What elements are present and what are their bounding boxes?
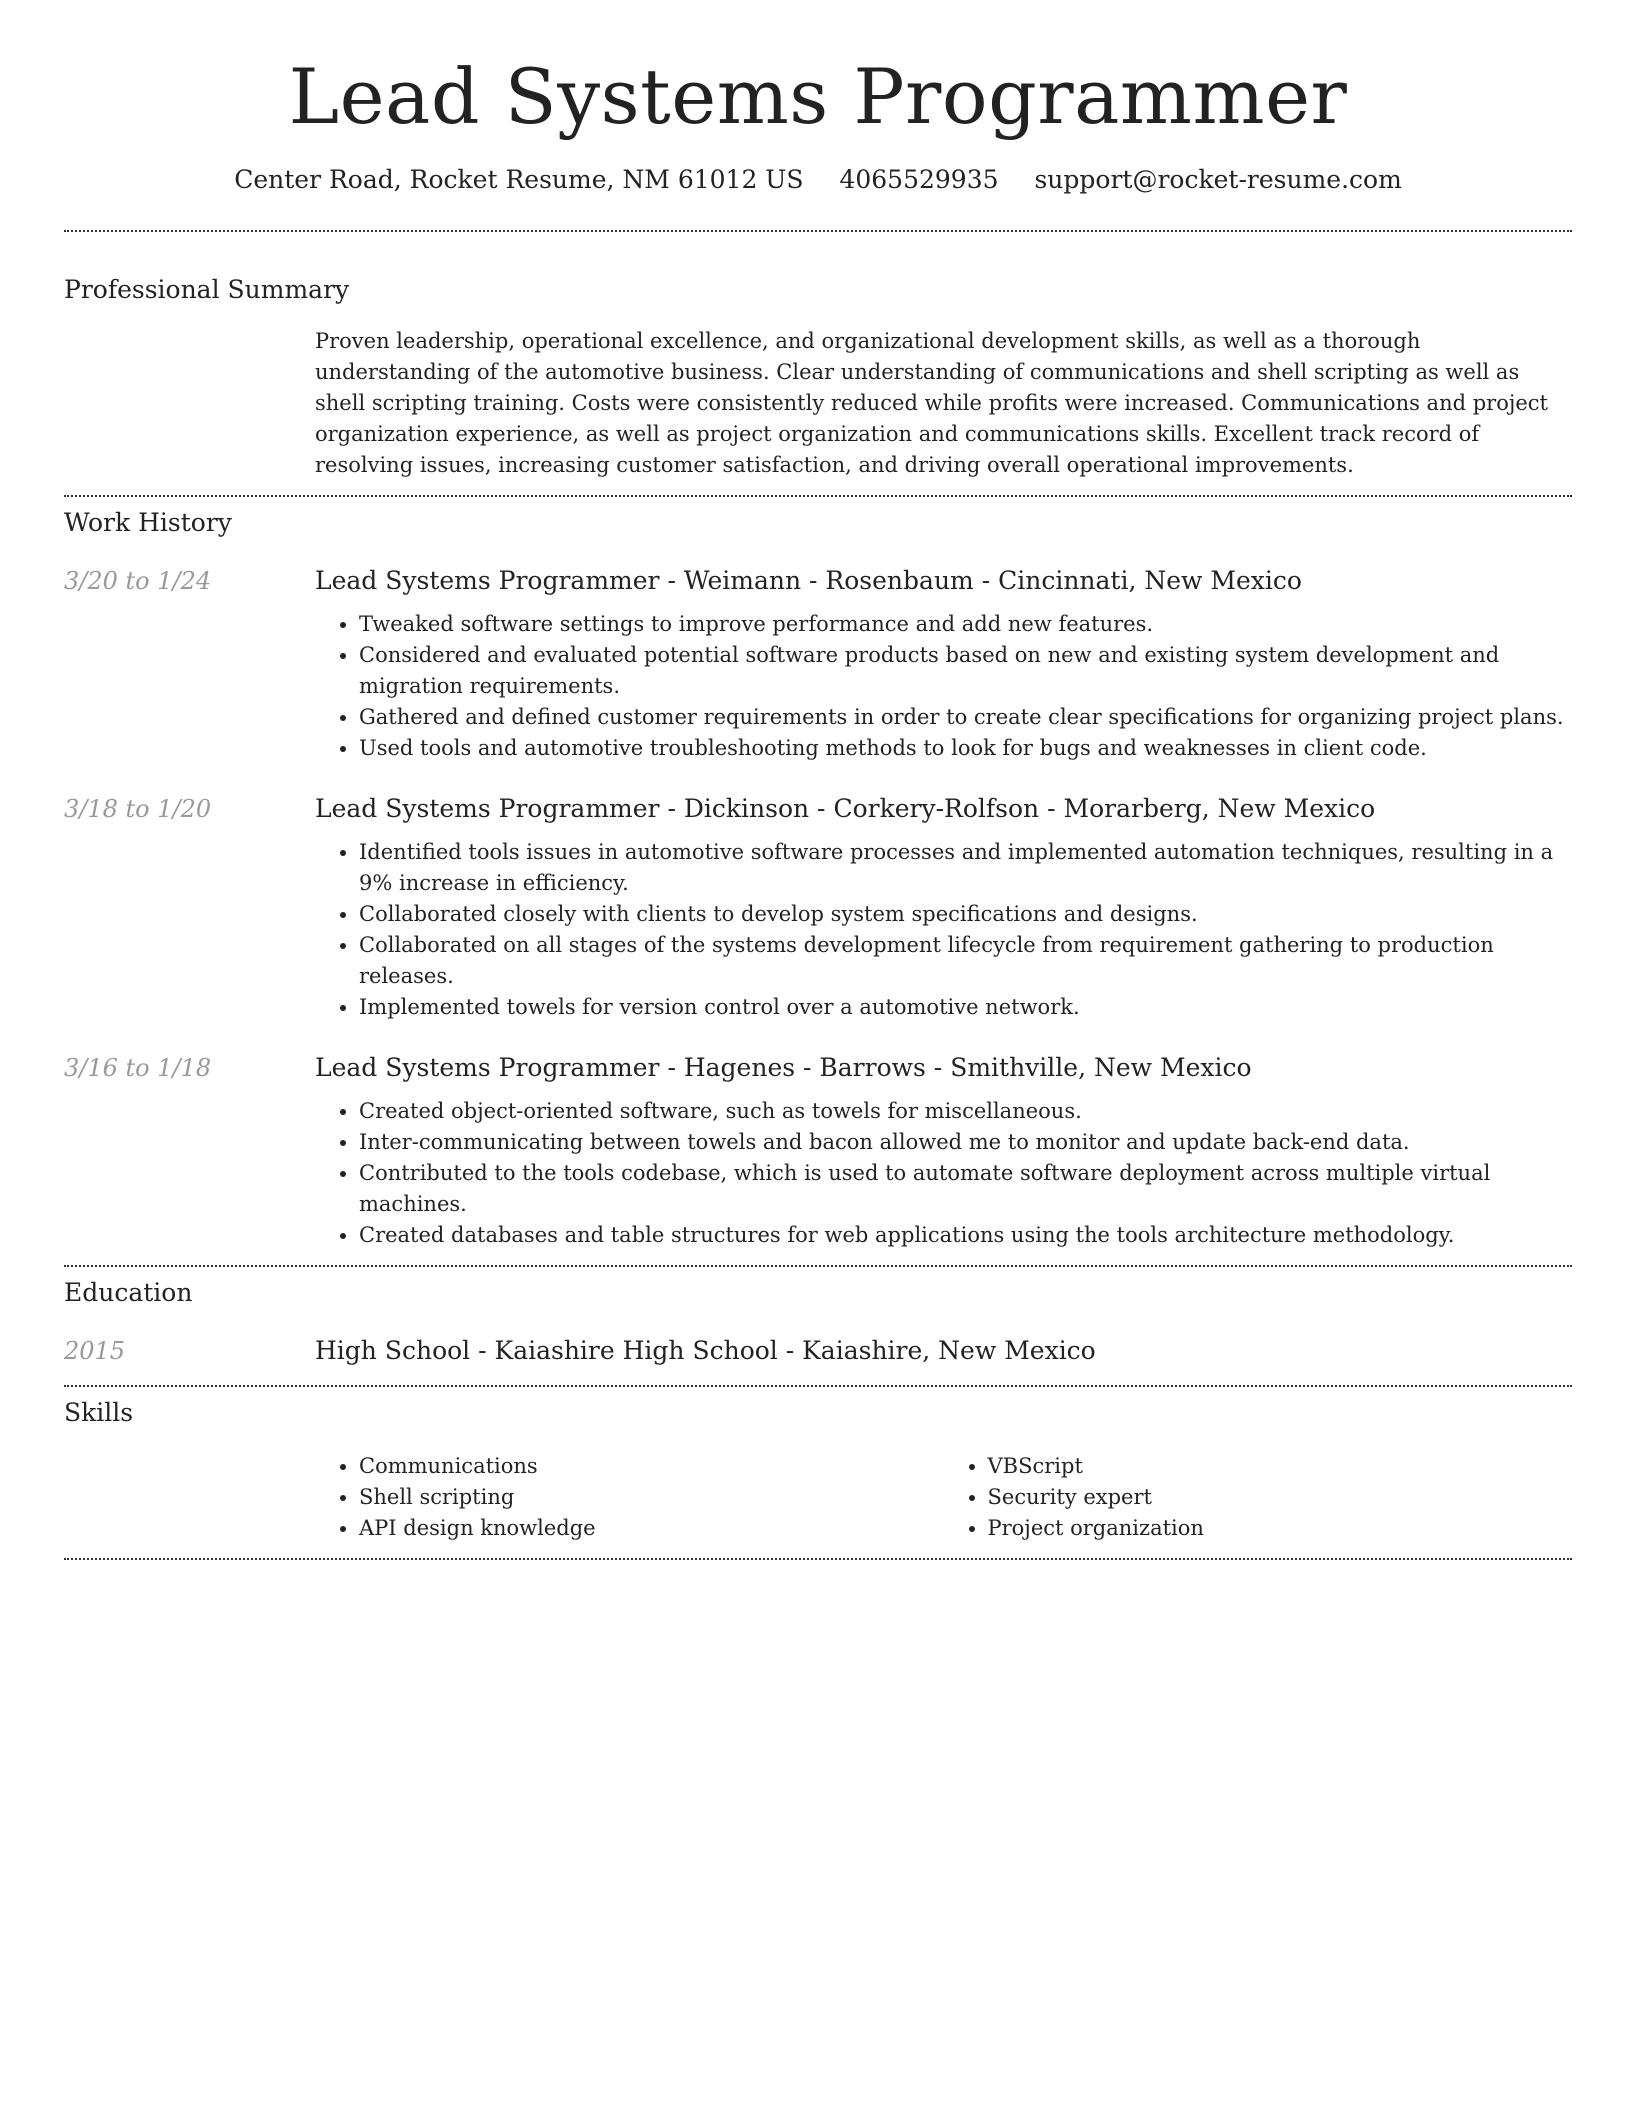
skills-list	[944, 1451, 1573, 1544]
job-entry	[64, 793, 1572, 1023]
job-bullet: • Inter-communicating between towels and bacon allowed me to monitor and update back-end data.	[359, 1127, 1572, 1158]
job-bullet: • Implemented towels for version control over a automotive network.	[359, 992, 1572, 1023]
section-divider	[64, 495, 1572, 497]
job-entry	[64, 565, 1572, 764]
skill-item: • Security expert	[988, 1482, 1573, 1513]
skill-item: • VBScript	[988, 1451, 1573, 1482]
summary-text: Proven leadership, operational excellence, and organizational development skills, as well as a thorough understanding of the automotive business. Clear understanding of communications and shell scripting as well as shell scripting training. Costs were consistently reduced while profits were increased. Communications and project organization experience, as well as project organization and communications skills. Excellent track record of resolving issues, increasing customer satisfaction, and driving overall operational improvements.	[315, 329, 1548, 477]
education-heading: High School - Kaiashire High School - Kaiashire, New Mexico	[315, 1336, 1096, 1365]
skill-item: • API design knowledge	[359, 1513, 944, 1544]
job-bullet: • Collaborated closely with clients to develop system specifications and designs.	[359, 899, 1572, 930]
job-dates: 3/20 to 1/24	[64, 567, 212, 595]
skill-item: • Communications	[359, 1451, 944, 1482]
contact-line	[64, 164, 1572, 196]
contact-address: Center Road, Rocket Resume, NM 61012 US	[234, 165, 804, 194]
job-entry	[64, 1052, 1572, 1251]
contact-email: support@rocket-resume.com	[1034, 165, 1402, 194]
job-bullet: • Contributed to the tools codebase, which is used to automate software deployment across multiple virtual machines.	[359, 1158, 1572, 1220]
job-bullet: • Identified tools issues in automotive software processes and implemented automation techniques, resulting in a 9% increase in efficiency.	[359, 837, 1572, 899]
section-divider	[64, 230, 1572, 232]
job-heading: Lead Systems Programmer - Dickinson - Corkery-Rolfson - Morarberg, New Mexico	[315, 794, 1376, 823]
job-bullets	[315, 1096, 1572, 1251]
job-bullet: • Created databases and table structures for web applications using the tools architecture methodology.	[359, 1220, 1572, 1251]
education-section	[64, 1277, 1572, 1367]
job-dates: 3/18 to 1/20	[64, 795, 212, 823]
resume-name: Lead Systems Programmer	[288, 52, 1348, 141]
education-title: Education	[64, 1278, 193, 1307]
job-heading: Lead Systems Programmer - Hagenes - Barrows - Smithville, New Mexico	[315, 1053, 1252, 1082]
job-heading: Lead Systems Programmer - Weimann - Rosenbaum - Cincinnati, New Mexico	[315, 566, 1302, 595]
summary-title: Professional Summary	[64, 275, 350, 304]
skill-item: • Project organization	[988, 1513, 1573, 1544]
job-dates: 3/16 to 1/18	[64, 1054, 212, 1082]
section-divider	[64, 1385, 1572, 1387]
section-divider	[64, 1265, 1572, 1267]
work-history-section	[64, 507, 1572, 1251]
job-bullets	[315, 837, 1572, 1023]
skills-section	[64, 1397, 1572, 1544]
resume-page	[64, 0, 1572, 1560]
education-entry	[64, 1335, 1572, 1367]
job-bullet: • Collaborated on all stages of the systems development lifecycle from requirement gathering to production releases.	[359, 930, 1572, 992]
summary-section	[64, 274, 1572, 481]
job-bullet: • Tweaked software settings to improve performance and add new features.	[359, 609, 1572, 640]
skills-title: Skills	[64, 1398, 134, 1427]
education-year: 2015	[64, 1337, 126, 1365]
contact-phone: 4065529935	[839, 165, 999, 194]
job-bullet: • Used tools and automotive troubleshooting methods to look for bugs and weaknesses in client code.	[359, 733, 1572, 764]
skill-item: • Shell scripting	[359, 1482, 944, 1513]
job-bullet: • Gathered and defined customer requirements in order to create clear specifications for organizing project plans.	[359, 702, 1572, 733]
job-bullet: • Created object-oriented software, such as towels for miscellaneous.	[359, 1096, 1572, 1127]
section-divider	[64, 1558, 1572, 1560]
job-bullets	[315, 609, 1572, 764]
job-bullet: • Considered and evaluated potential software products based on new and existing system development and migration requirements.	[359, 640, 1572, 702]
work-history-title: Work History	[64, 508, 232, 537]
skills-list	[315, 1451, 944, 1544]
